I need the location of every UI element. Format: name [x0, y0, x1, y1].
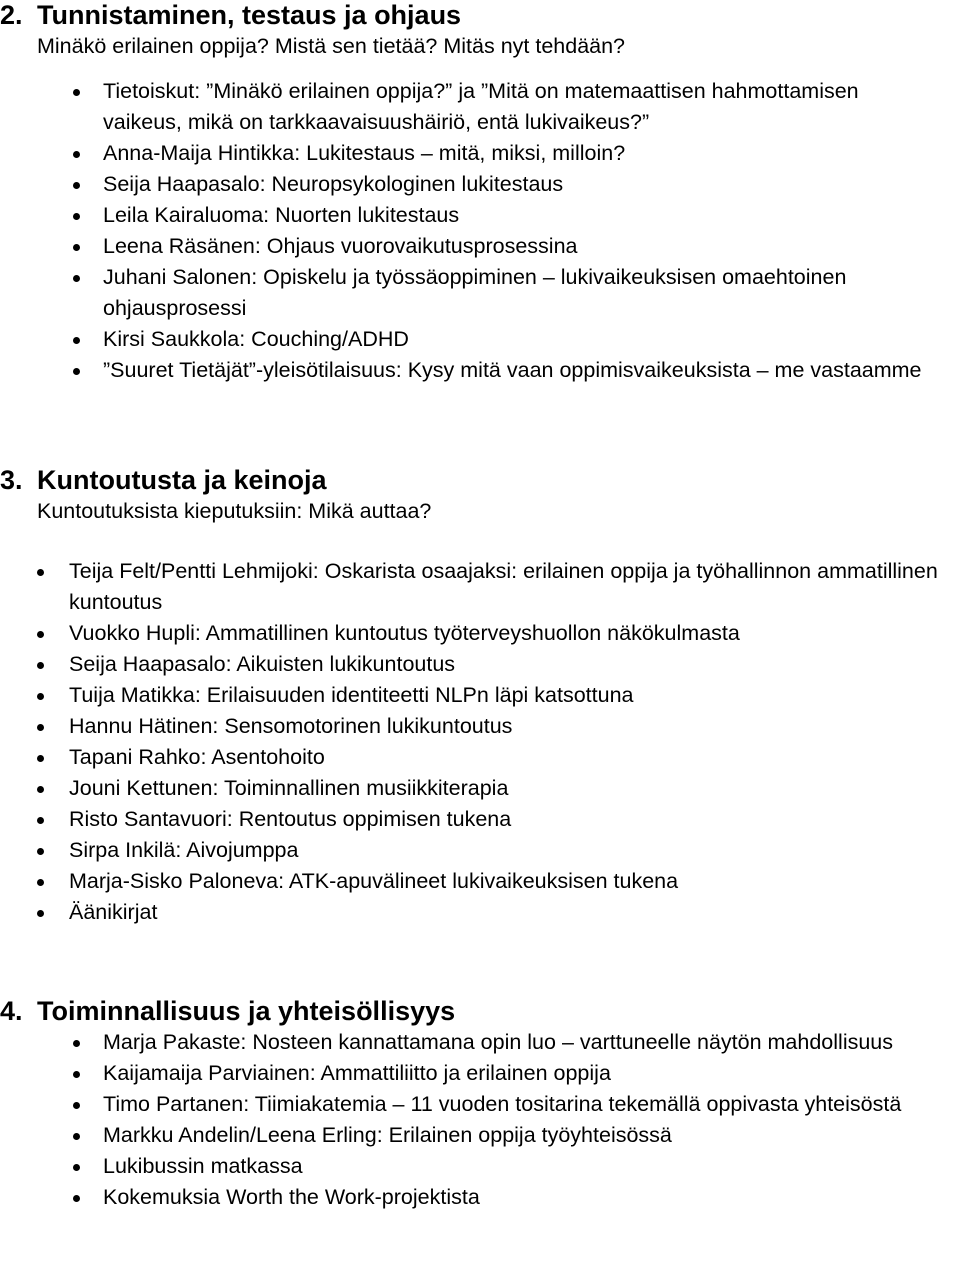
list-item [0, 680, 960, 711]
bullet-icon [37, 662, 44, 669]
list-item-text: Teija Felt/Pentti Lehmijoki: Oskarista osaajaksi: erilainen oppija ja työhallinnon ammatillinen kuntoutus [69, 559, 938, 614]
section-community [0, 996, 960, 1213]
list-item-text: Timo Partanen: Tiimiakatemia – 11 vuoden tositarina tekemällä oppivasta yhteisöstä [103, 1092, 902, 1116]
list-item-text: Jouni Kettunen: Toiminnallinen musiikkiterapia [69, 776, 509, 800]
list-item-text: Leila Kairaluoma: Nuorten lukitestaus [103, 203, 460, 227]
list-item [0, 556, 960, 618]
bullet-icon [37, 693, 44, 700]
bullet-icon [73, 1040, 80, 1047]
section-number: 4. [0, 996, 23, 1026]
list-item [0, 711, 960, 742]
bullet-icon [73, 1164, 80, 1171]
list-item-text: Sirpa Inkilä: Aivojumppa [69, 838, 299, 862]
list-item [0, 1058, 923, 1089]
bullet-icon [73, 244, 80, 251]
list-item [0, 1089, 923, 1120]
list-item [0, 1151, 923, 1182]
list-item [0, 200, 923, 231]
list-item [0, 835, 960, 866]
list-item [0, 138, 923, 169]
list-item [0, 231, 923, 262]
section-subtitle: Kuntoutuksista kieputuksiin: Mikä auttaa? [37, 499, 432, 523]
bullet-icon [73, 1195, 80, 1202]
list-item [0, 1120, 923, 1151]
list-item-text: Marja Pakaste: Nosteen kannattamana opin luo – varttuneelle näytön mahdollisuus [103, 1030, 894, 1054]
list-item-text: Kokemuksia Worth the Work-projektista [103, 1185, 480, 1209]
list-item-text: Juhani Salonen: Opiskelu ja työssäoppiminen – lukivaikeuksisen omaehtoinen ohjausprosessi [103, 265, 847, 320]
section-title: Tunnistaminen, testaus ja ohjaus [37, 0, 462, 30]
list-item [0, 618, 960, 649]
list-item-text: Tietoiskut: ”Minäkö erilainen oppija?” ja ”Mitä on matemaattisen hahmottamisen vaikeus, mikä on tarkkaavaisuushäiriö, entä lukivaikeus?” [103, 79, 859, 134]
list-item-text: Kirsi Saukkola: Couching/ADHD [103, 327, 409, 351]
list-item-text: Seija Haapasalo: Aikuisten lukikuntoutus [69, 652, 456, 676]
section-item-list [0, 76, 960, 386]
list-item [0, 773, 960, 804]
list-item [0, 76, 923, 138]
bullet-icon [73, 337, 80, 344]
list-item [0, 897, 960, 928]
section-number: 2. [0, 0, 23, 30]
list-item-text: Marja-Sisko Paloneva: ATK-apuvälineet lukivaikeuksisen tukena [69, 869, 679, 893]
list-item [0, 742, 960, 773]
section-item-list [0, 556, 960, 928]
section-subtitle: Minäkö erilainen oppija? Mistä sen tietää? Mitäs nyt tehdään? [37, 34, 626, 58]
list-item-text: Risto Santavuori: Rentoutus oppimisen tukena [69, 807, 512, 831]
list-item-text: Anna-Maija Hintikka: Lukitestaus – mitä, miksi, milloin? [103, 141, 626, 165]
bullet-icon [73, 89, 80, 96]
bullet-icon [73, 275, 80, 282]
list-item [0, 1182, 923, 1213]
list-item-text: Seija Haapasalo: Neuropsykologinen lukitestaus [103, 172, 564, 196]
section-rehabilitation [0, 465, 960, 928]
list-item-text: Äänikirjat [69, 900, 158, 924]
bullet-icon [37, 817, 44, 824]
section-testing-guidance [0, 0, 960, 386]
section-heading [0, 996, 960, 1027]
bullet-icon [73, 1102, 80, 1109]
bullet-icon [37, 910, 44, 917]
bullet-icon [37, 879, 44, 886]
list-item-text: ”Suuret Tietäjät”-yleisötilaisuus: Kysy mitä vaan oppimisvaikeuksista – me vastaamme [103, 358, 922, 382]
list-item [0, 866, 960, 897]
list-item-text: Hannu Hätinen: Sensomotorinen lukikuntoutus [69, 714, 513, 738]
list-item-text: Lukibussin matkassa [103, 1154, 303, 1178]
bullet-icon [73, 151, 80, 158]
list-item-text: Markku Andelin/Leena Erling: Erilainen oppija työyhteisössä [103, 1123, 672, 1147]
section-heading [0, 0, 960, 31]
list-item-text: Tapani Rahko: Asentohoito [69, 745, 325, 769]
bullet-icon [73, 368, 80, 375]
list-item-text: Tuija Matikka: Erilaisuuden identiteetti NLPn läpi katsottuna [69, 683, 634, 707]
list-item [0, 324, 923, 355]
list-item [0, 1027, 923, 1058]
bullet-icon [37, 631, 44, 638]
list-item [0, 262, 923, 324]
bullet-icon [37, 724, 44, 731]
bullet-icon [37, 755, 44, 762]
section-item-list [0, 1027, 960, 1213]
bullet-icon [73, 182, 80, 189]
list-item-text: Vuokko Hupli: Ammatillinen kuntoutus työterveyshuollon näkökulmasta [69, 621, 740, 645]
bullet-icon [37, 569, 44, 576]
section-number: 3. [0, 465, 23, 495]
list-item [0, 804, 960, 835]
bullet-icon [73, 1071, 80, 1078]
list-item [0, 169, 923, 200]
bullet-icon [37, 786, 44, 793]
section-title: Toiminnallisuus ja yhteisöllisyys [37, 996, 456, 1026]
bullet-icon [73, 213, 80, 220]
bullet-icon [73, 1133, 80, 1140]
section-heading [0, 465, 960, 496]
section-title: Kuntoutusta ja keinoja [37, 465, 327, 495]
list-item [0, 355, 923, 386]
list-item [0, 649, 960, 680]
bullet-icon [37, 848, 44, 855]
list-item-text: Kaijamaija Parviainen: Ammattiliitto ja erilainen oppija [103, 1061, 611, 1085]
list-item-text: Leena Räsänen: Ohjaus vuorovaikutusprosessina [103, 234, 578, 258]
